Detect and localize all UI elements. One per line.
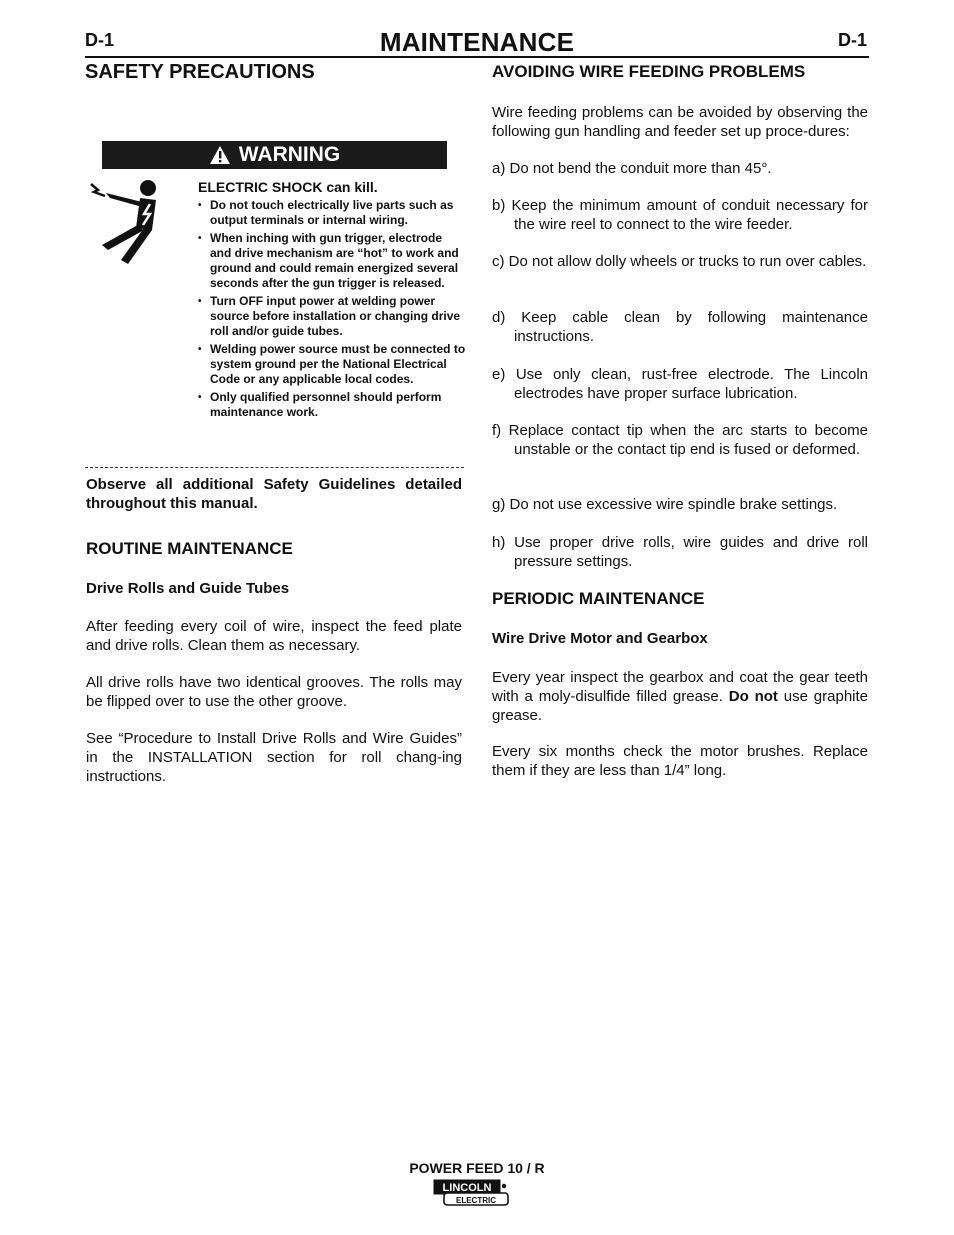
avoiding-problems-heading: AVOIDING WIRE FEEDING PROBLEMS (492, 62, 806, 81)
periodic-maintenance-heading: PERIODIC MAINTENANCE (492, 589, 705, 608)
electric-shock-heading: ELECTRIC SHOCK can kill. (198, 179, 378, 195)
avoiding-list-item: a) Do not bend the conduit more than 45°. (492, 160, 772, 177)
electric-shock-person-icon (88, 178, 168, 268)
avoiding-list-item: d) Keep cable clean by following maintenance instructions. (492, 309, 868, 345)
avoiding-list-item: c) Do not allow dolly wheels or trucks to run over cables. (492, 253, 867, 270)
page-code-right: D-1 (838, 30, 868, 50)
routine-paragraph: See “Procedure to Install Drive Rolls and Wire Guides” in the INSTALLATION section for roll chang-ing instructions. (86, 730, 462, 785)
warning-triangle-icon (209, 145, 231, 165)
warning-bullet: • Do not touch electrically live parts such as output terminals or internal wiring. (198, 198, 466, 228)
page-code-left: D-1 (85, 30, 115, 50)
routine-maintenance-heading: ROUTINE MAINTENANCE (86, 539, 293, 558)
periodic-text: Every year inspect the gearbox and coat the gear teeth with a moly-disulfide filled grease. (492, 669, 868, 705)
lincoln-electric-logo (432, 1178, 512, 1208)
warning-bullet: • Only qualified personnel should perform maintenance work. (198, 390, 466, 420)
routine-paragraph: All drive rolls have two identical grooves. The rolls may be flipped over to use the other groove. (86, 674, 462, 710)
warning-bullet-list (198, 198, 466, 423)
warning-bullet: • Welding power source must be connected to system ground per the National Electrical Code or any applicable local codes. (198, 342, 466, 387)
header-rule (85, 56, 869, 58)
periodic-emphasis: Do not (728, 688, 778, 705)
avoiding-list-item: f) Replace contact tip when the arc starts to become unstable or the contact tip end is fused or deformed. (492, 422, 868, 458)
periodic-paragraph (492, 668, 868, 725)
periodic-paragraph: Every six months check the motor brushes. Replace them if they are less than 1/4” long. (492, 743, 868, 779)
drive-rolls-subheading: Drive Rolls and Guide Tubes (86, 580, 290, 597)
safety-heading: SAFETY PRECAUTIONS (85, 61, 315, 83)
logo-top-text: LINCOLN (442, 1182, 492, 1194)
motor-gearbox-subheading: Wire Drive Motor and Gearbox (492, 630, 708, 647)
periodic-text: use graphite grease. (492, 688, 868, 724)
warning-bullet: • Turn OFF input power at welding power source before installation or changing drive roll and/or guide tubes. (198, 294, 466, 339)
footer-model-name: POWER FEED 10 / R (409, 1160, 545, 1176)
warning-banner (102, 141, 447, 169)
logo-bottom-text: ELECTRIC (456, 1196, 496, 1205)
avoiding-list-item: h) Use proper drive rolls, wire guides and drive roll pressure settings. (492, 534, 868, 570)
avoiding-list-item: e) Use only clean, rust-free electrode. The Lincoln electrodes have proper surface lubrication. (492, 366, 868, 402)
dashed-divider (85, 467, 464, 468)
page-title: MAINTENANCE (379, 27, 575, 57)
avoiding-list-item: g) Do not use excessive wire spindle brake settings. (492, 496, 838, 513)
routine-paragraph: After feeding every coil of wire, inspect the feed plate and drive rolls. Clean them as necessary. (86, 618, 462, 654)
warning-bullet: • When inching with gun trigger, electrode and drive mechanism are “hot” to work and ground and could remain energized several seconds after the gun trigger is released. (198, 231, 466, 291)
warning-label: WARNING (238, 143, 341, 166)
observe-safety-note: Observe all additional Safety Guidelines detailed throughout this manual. (86, 476, 462, 512)
avoiding-intro: Wire feeding problems can be avoided by observing the following gun handling and feeder set up proce-dures: (492, 104, 868, 140)
avoiding-list-item: b) Keep the minimum amount of conduit necessary for the wire reel to connect to the wire feeder. (492, 197, 868, 233)
